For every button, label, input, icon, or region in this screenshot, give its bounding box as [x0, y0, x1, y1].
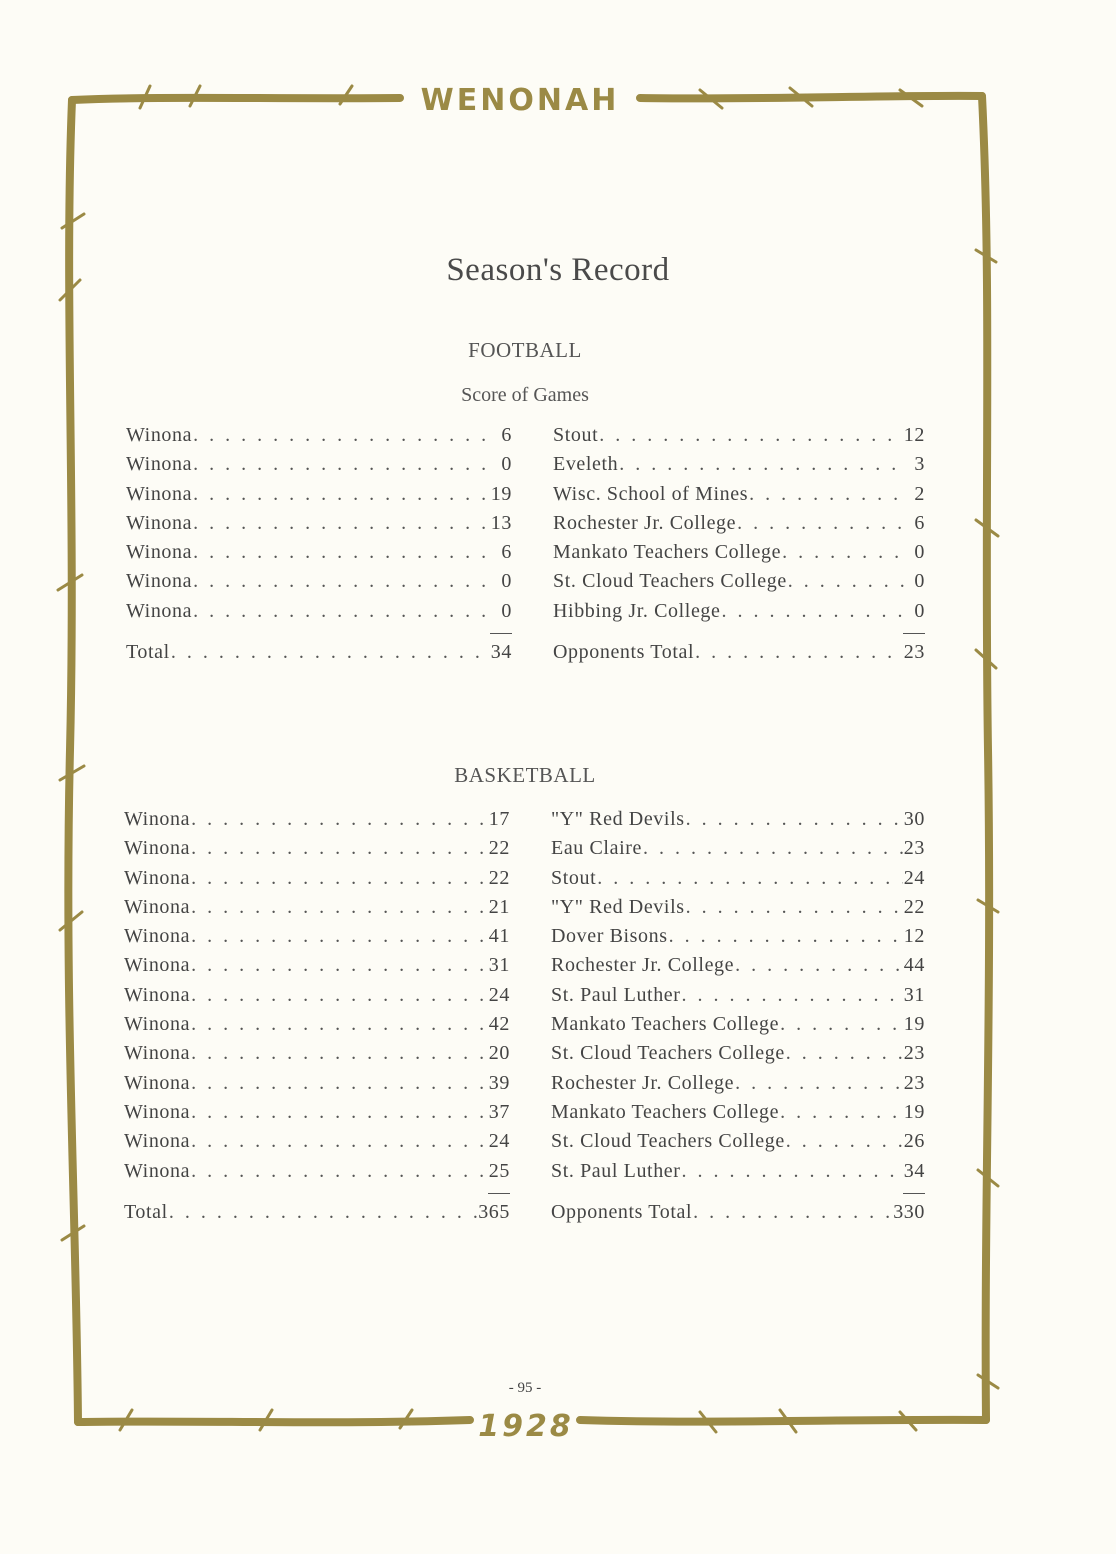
basketball-opponents-column [551, 808, 925, 1231]
team-name: Winona [124, 1071, 191, 1094]
team-name: Winona [126, 570, 193, 593]
score: 21 [488, 895, 510, 918]
leader-dots [619, 453, 904, 476]
leader-dots [682, 984, 903, 1007]
leader-dots [191, 837, 488, 860]
score: 6 [501, 541, 512, 564]
team-name: Eau Claire [551, 837, 642, 860]
football-winona-row [126, 600, 512, 629]
leader-dots [695, 641, 903, 664]
team-name: Winona [126, 453, 193, 476]
basketball-opponent-row [551, 1013, 925, 1042]
total-label: Opponents Total [553, 641, 695, 664]
team-name: Winona [124, 925, 191, 948]
team-name: Winona [124, 1042, 191, 1065]
leader-dots [193, 570, 491, 593]
score: 25 [488, 1159, 510, 1182]
basketball-opponent-row [551, 954, 925, 983]
leader-dots [191, 1101, 488, 1124]
score: 22 [488, 866, 510, 889]
basketball-opponent-row [551, 1130, 925, 1159]
leader-dots [169, 1201, 477, 1224]
leader-dots [193, 483, 490, 506]
score: 0 [501, 599, 512, 622]
team-name: Winona [126, 541, 193, 564]
team-name: St. Paul Luther [551, 1159, 681, 1182]
football-winona-row [126, 424, 512, 453]
basketball-opponent-row [551, 837, 925, 866]
score: 19 [490, 482, 512, 505]
team-name: Winona [124, 1130, 191, 1153]
leader-dots [191, 1130, 488, 1153]
leader-dots [191, 1072, 488, 1095]
total-rule [551, 1189, 925, 1201]
basketball-winona-row [124, 837, 510, 866]
leader-dots [737, 512, 904, 535]
football-opponent-row [553, 570, 925, 599]
team-name: Stout [551, 866, 597, 889]
leader-dots [191, 954, 488, 977]
score: 39 [488, 1071, 510, 1094]
basketball-opponent-row [551, 1101, 925, 1130]
team-name: Rochester Jr. College [551, 1071, 735, 1094]
leader-dots [191, 925, 488, 948]
page-title: Season's Record [446, 252, 670, 288]
leader-dots [191, 808, 488, 831]
football-opponent-row [553, 424, 925, 453]
team-name: Winona [126, 482, 193, 505]
score: 31 [488, 954, 510, 977]
team-name: Winona [124, 837, 191, 860]
score: 19 [903, 1013, 925, 1036]
football-opponent-row [553, 453, 925, 482]
basketball-winona-column [124, 808, 510, 1231]
score: 0 [914, 541, 925, 564]
score: 3 [914, 453, 925, 476]
score: 41 [488, 925, 510, 948]
football-opponent-row [553, 483, 925, 512]
football-opponent-row [553, 512, 925, 541]
football-winona-column [126, 424, 512, 671]
team-name: "Y" Red Devils [551, 808, 685, 830]
score: 13 [490, 511, 512, 534]
team-name: St. Cloud Teachers College [551, 1042, 785, 1065]
basketball-winona-row [124, 1101, 510, 1130]
football-winona-row [126, 570, 512, 599]
total-rule [553, 629, 925, 641]
score: 0 [914, 570, 925, 593]
leader-dots [780, 1101, 903, 1124]
score: 23 [903, 1042, 925, 1065]
score: 42 [488, 1013, 510, 1036]
football-opponent-row [553, 541, 925, 570]
leader-dots [669, 925, 903, 948]
leader-dots [735, 954, 903, 977]
basketball-heading: BASKETBALL [454, 763, 596, 787]
basketball-opponent-row [551, 808, 925, 837]
score: 26 [903, 1130, 925, 1153]
total-score: 330 [893, 1200, 925, 1223]
leader-dots [722, 600, 904, 623]
team-name: St. Paul Luther [551, 983, 681, 1006]
total-score: 34 [490, 641, 512, 664]
leader-dots [682, 1160, 903, 1183]
team-name: Dover Bisons [551, 925, 668, 948]
score: 23 [903, 1071, 925, 1094]
score: 30 [903, 808, 925, 830]
basketball-opponent-row [551, 1160, 925, 1189]
team-name: Winona [124, 1013, 191, 1036]
basketball-opponent-row [551, 867, 925, 896]
leader-dots [193, 600, 491, 623]
score: 6 [501, 424, 512, 446]
basketball-opponent-row [551, 896, 925, 925]
score: 20 [488, 1042, 510, 1065]
basketball-winona-row [124, 1013, 510, 1042]
team-name: Hibbing Jr. College [553, 599, 721, 622]
leader-dots [780, 1013, 903, 1036]
football-opponent-row [553, 600, 925, 629]
total-label: Total [126, 641, 170, 664]
leader-dots [782, 541, 904, 564]
leader-dots [749, 483, 904, 506]
score: 19 [903, 1100, 925, 1123]
leader-dots [191, 1013, 488, 1036]
team-name: Rochester Jr. College [553, 511, 737, 534]
leader-dots [191, 867, 488, 890]
total-score: 23 [903, 641, 925, 664]
team-name: Winona [126, 424, 193, 446]
leader-dots [599, 424, 903, 447]
total-label: Opponents Total [551, 1200, 693, 1223]
basketball-opponent-row [551, 984, 925, 1013]
basketball-winona-row [124, 1160, 510, 1189]
team-name: Winona [124, 1159, 191, 1182]
score: 23 [903, 837, 925, 860]
basketball-winona-row [124, 984, 510, 1013]
team-name: Winona [124, 866, 191, 889]
team-name: Mankato Teachers College [551, 1100, 780, 1123]
score: 0 [501, 453, 512, 476]
team-name: Wisc. School of Mines [553, 482, 749, 505]
team-name: Winona [124, 1100, 191, 1123]
total-rule [124, 1189, 510, 1201]
leader-dots [786, 1130, 903, 1153]
score: 6 [914, 511, 925, 534]
score: 12 [903, 925, 925, 948]
leader-dots [193, 512, 490, 535]
team-name: Stout [553, 424, 599, 446]
basketball-winona-row [124, 954, 510, 983]
leader-dots [597, 867, 903, 890]
basketball-winona-total [124, 1201, 510, 1231]
basketball-opponents-total [551, 1201, 925, 1231]
basketball-opponent-row [551, 1072, 925, 1101]
leader-dots [171, 641, 490, 664]
score: 2 [914, 482, 925, 505]
team-name: Winona [126, 599, 193, 622]
football-winona-row [126, 512, 512, 541]
score: 31 [903, 983, 925, 1006]
leader-dots [191, 896, 488, 919]
team-name: Winona [124, 808, 191, 830]
leader-dots [686, 808, 903, 831]
total-label: Total [124, 1200, 168, 1223]
basketball-winona-row [124, 1072, 510, 1101]
total-score: 365 [478, 1200, 510, 1223]
leader-dots [193, 424, 491, 447]
football-winona-row [126, 453, 512, 482]
year-banner: 1928 [478, 1409, 574, 1444]
page-number: - 95 - [508, 1380, 542, 1396]
football-opponents-column [553, 424, 925, 671]
score: 37 [488, 1100, 510, 1123]
leader-dots [193, 541, 491, 564]
score: 44 [903, 954, 925, 977]
football-heading: FOOTBALL [468, 338, 582, 362]
basketball-winona-row [124, 1130, 510, 1159]
leader-dots [786, 1042, 903, 1065]
team-name: Winona [124, 895, 191, 918]
basketball-winona-row [124, 867, 510, 896]
leader-dots [693, 1201, 892, 1224]
score: 24 [903, 866, 925, 889]
basketball-winona-row [124, 925, 510, 954]
leader-dots [686, 896, 903, 919]
team-name: Winona [124, 954, 191, 977]
team-name: Eveleth [553, 453, 619, 476]
leader-dots [735, 1072, 903, 1095]
team-name: Mankato Teachers College [553, 541, 782, 564]
score: 17 [488, 808, 510, 830]
team-name: Winona [126, 511, 193, 534]
score: 22 [488, 837, 510, 860]
football-winona-row [126, 541, 512, 570]
leader-dots [788, 570, 904, 593]
basketball-winona-row [124, 1042, 510, 1071]
leader-dots [191, 1042, 488, 1065]
football-winona-row [126, 483, 512, 512]
score: 24 [488, 1130, 510, 1153]
score: 0 [501, 570, 512, 593]
team-name: "Y" Red Devils [551, 895, 685, 918]
leader-dots [643, 837, 903, 860]
score: 24 [488, 983, 510, 1006]
total-rule [126, 629, 512, 641]
score: 34 [903, 1159, 925, 1182]
basketball-opponent-row [551, 1042, 925, 1071]
basketball-winona-row [124, 808, 510, 837]
wenonah-banner: WENONAH [420, 83, 620, 118]
team-name: Rochester Jr. College [551, 954, 735, 977]
team-name: St. Cloud Teachers College [551, 1130, 785, 1153]
team-name: Mankato Teachers College [551, 1013, 780, 1036]
score: 12 [903, 424, 925, 446]
score: 0 [914, 599, 925, 622]
leader-dots [193, 453, 491, 476]
leader-dots [191, 1160, 488, 1183]
team-name: Winona [124, 983, 191, 1006]
leader-dots [191, 984, 488, 1007]
basketball-winona-row [124, 896, 510, 925]
team-name: St. Cloud Teachers College [553, 570, 787, 593]
football-winona-total [126, 641, 512, 671]
football-subheading: Score of Games [461, 384, 589, 406]
basketball-opponent-row [551, 925, 925, 954]
score: 22 [903, 895, 925, 918]
football-opponents-total [553, 641, 925, 671]
